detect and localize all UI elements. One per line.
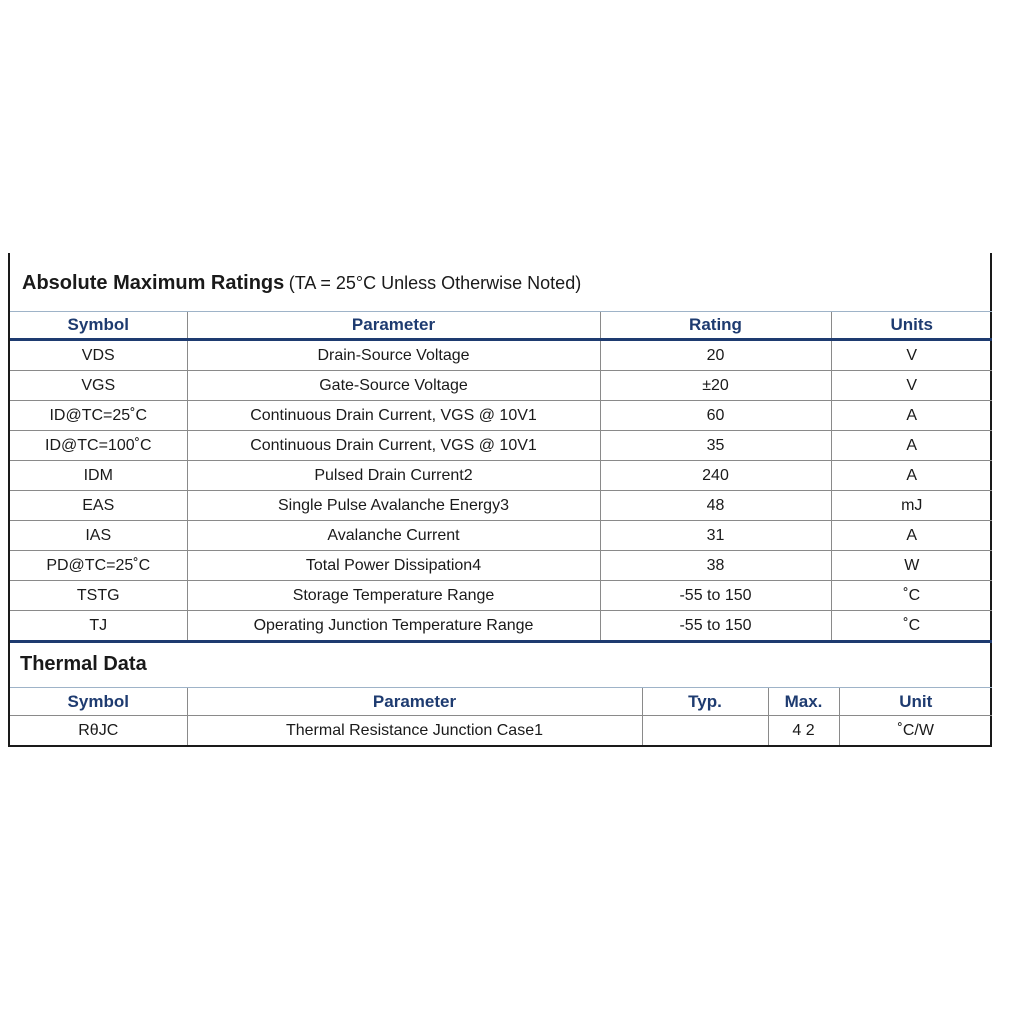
amr-cell-symbol: ID@TC=100˚C — [10, 431, 187, 461]
amr-cell-symbol: VDS — [10, 340, 187, 371]
amr-cell-parameter: Single Pulse Avalanche Energy3 — [187, 491, 600, 521]
amr-row — [10, 340, 992, 371]
amr-cell-symbol: IDM — [10, 461, 187, 491]
amr-row — [10, 521, 992, 551]
amr-cell-units: A — [831, 401, 992, 431]
amr-cell-parameter: Storage Temperature Range — [187, 581, 600, 611]
amr-row — [10, 401, 992, 431]
thermal-body — [10, 716, 992, 746]
amr-cell-parameter: Pulsed Drain Current2 — [187, 461, 600, 491]
thermal-cell-unit: ˚C/W — [839, 716, 992, 746]
amr-cell-parameter: Operating Junction Temperature Range — [187, 611, 600, 642]
amr-cell-units: ˚C — [831, 581, 992, 611]
amr-cell-rating: 48 — [600, 491, 831, 521]
thermal-header-symbol: Symbol — [10, 688, 187, 716]
amr-row — [10, 581, 992, 611]
amr-header-row — [10, 312, 992, 340]
amr-cell-rating: 240 — [600, 461, 831, 491]
amr-body — [10, 340, 992, 642]
amr-cell-rating: ±20 — [600, 371, 831, 401]
thermal-header-parameter: Parameter — [187, 688, 642, 716]
amr-cell-symbol: TSTG — [10, 581, 187, 611]
amr-cell-symbol: IAS — [10, 521, 187, 551]
amr-cell-symbol: VGS — [10, 371, 187, 401]
amr-cell-rating: 38 — [600, 551, 831, 581]
amr-cell-parameter: Gate-Source Voltage — [187, 371, 600, 401]
amr-row — [10, 431, 992, 461]
amr-heading — [22, 272, 581, 295]
amr-cell-parameter: Total Power Dissipation4 — [187, 551, 600, 581]
amr-cell-rating: 20 — [600, 340, 831, 371]
thermal-title: Thermal Data — [20, 653, 147, 675]
amr-cell-units: A — [831, 461, 992, 491]
amr-cell-units: V — [831, 371, 992, 401]
amr-cell-symbol: ID@TC=25˚C — [10, 401, 187, 431]
amr-header-parameter: Parameter — [187, 312, 600, 340]
amr-cell-rating: 60 — [600, 401, 831, 431]
thermal-header-max: Max. — [768, 688, 839, 716]
amr-title: Absolute Maximum Ratings — [22, 272, 285, 294]
amr-cell-units: A — [831, 521, 992, 551]
ratings-sheet — [8, 253, 992, 747]
amr-table — [10, 311, 992, 643]
amr-cell-rating: -55 to 150 — [600, 611, 831, 642]
thermal-cell-typ — [642, 716, 768, 746]
amr-cell-units: W — [831, 551, 992, 581]
amr-cell-symbol: PD@TC=25˚C — [10, 551, 187, 581]
amr-row — [10, 371, 992, 401]
amr-header-rating: Rating — [600, 312, 831, 340]
amr-cell-rating: 35 — [600, 431, 831, 461]
amr-cell-units: V — [831, 340, 992, 371]
thermal-cell-max: 4 2 — [768, 716, 839, 746]
thermal-cell-symbol: RθJC — [78, 721, 119, 739]
amr-cell-units: mJ — [831, 491, 992, 521]
amr-cell-units: A — [831, 431, 992, 461]
thermal-row — [10, 716, 992, 746]
amr-cell-rating: -55 to 150 — [600, 581, 831, 611]
amr-cell-parameter: Continuous Drain Current, VGS @ 10V1 — [187, 431, 600, 461]
thermal-header-row — [10, 688, 992, 716]
amr-condition: (TA = 25°C Unless Otherwise Noted) — [288, 273, 582, 293]
amr-cell-parameter: Avalanche Current — [187, 521, 600, 551]
thermal-table — [10, 687, 992, 745]
amr-row — [10, 491, 992, 521]
amr-cell-parameter: Drain-Source Voltage — [187, 340, 600, 371]
amr-row — [10, 611, 992, 642]
amr-cell-symbol: EAS — [10, 491, 187, 521]
amr-header-units: Units — [831, 312, 992, 340]
amr-cell-units: ˚C — [831, 611, 992, 642]
amr-cell-rating: 31 — [600, 521, 831, 551]
thermal-header-unit: Unit — [839, 688, 992, 716]
amr-cell-symbol: TJ — [10, 611, 187, 642]
thermal-cell-parameter: Thermal Resistance Junction Case1 — [187, 716, 642, 746]
amr-row — [10, 461, 992, 491]
thermal-header-typ: Typ. — [642, 688, 768, 716]
amr-cell-parameter: Continuous Drain Current, VGS @ 10V1 — [187, 401, 600, 431]
amr-row — [10, 551, 992, 581]
amr-header-symbol: Symbol — [10, 312, 187, 340]
